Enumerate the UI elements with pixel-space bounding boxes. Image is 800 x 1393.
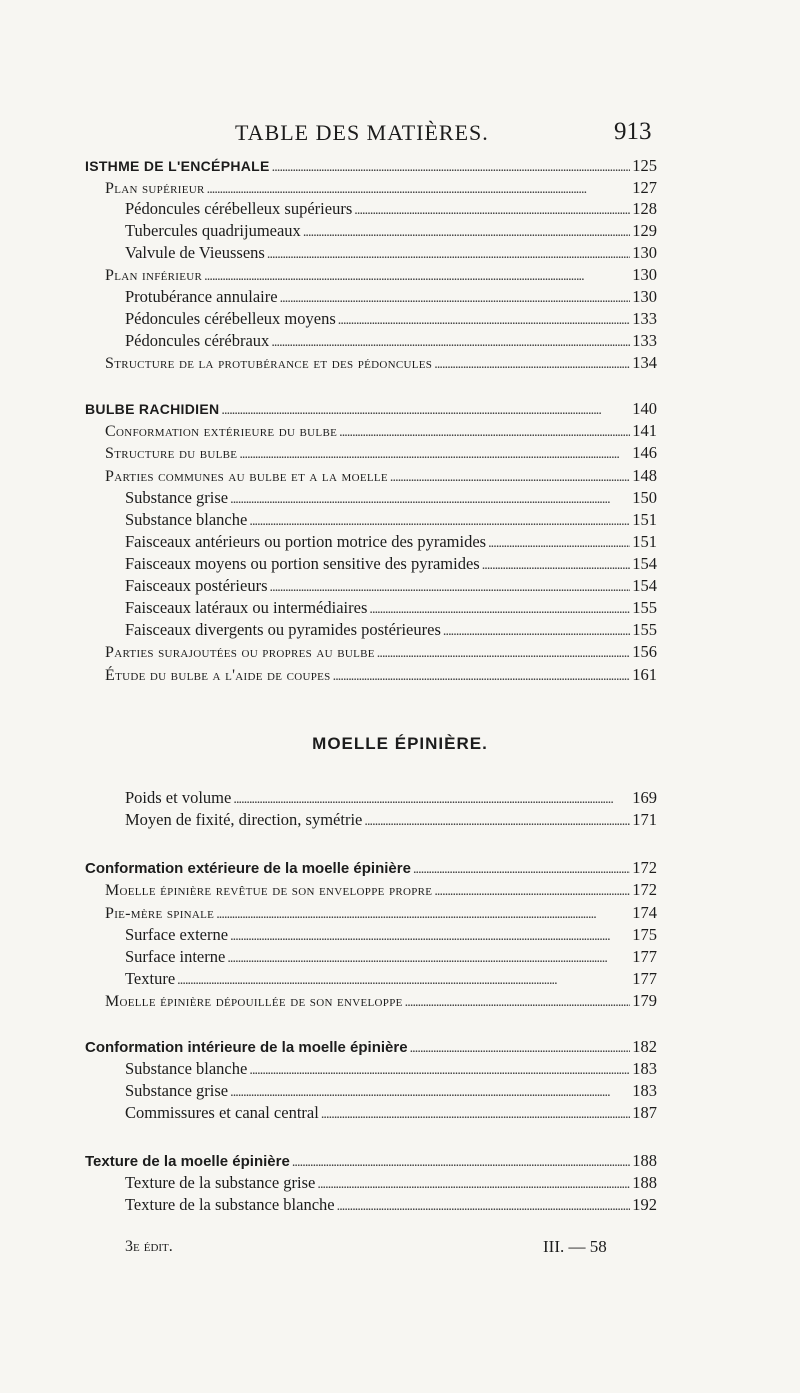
toc-entry[interactable]: Texture . . . 177 <box>125 968 657 990</box>
toc-entry[interactable]: Texture de la substance grise . . . 188 <box>125 1172 657 1194</box>
toc-entry[interactable]: Pie-mère spinale . . . 174 <box>105 902 657 924</box>
toc-entry[interactable]: Surface interne . . . 177 <box>125 946 657 968</box>
toc-entry[interactable]: Pédoncules cérébelleux moyens . . . 133 <box>125 308 657 330</box>
toc-entry[interactable]: Faisceaux moyens ou portion sensitive des pyramides . . . 154 <box>125 553 657 575</box>
toc-entry[interactable]: Pédoncules cérébelleux supérieurs . . . 128 <box>125 198 657 220</box>
toc-entry[interactable]: Valvule de Vieussens . . . 130 <box>125 242 657 264</box>
toc-entry[interactable]: Plan inférieur . . . 130 <box>105 264 657 286</box>
toc-entry[interactable]: Substance grise . . . 183 <box>125 1080 657 1102</box>
toc-entry[interactable]: Substance grise . . . 150 <box>125 487 657 509</box>
toc-entry[interactable]: BULBE RACHIDIEN . . . 140 <box>85 398 657 420</box>
toc-entry[interactable]: Substance blanche . . . 151 <box>125 509 657 531</box>
toc-entry[interactable]: Conformation extérieure du bulbe . . . 141 <box>105 420 657 442</box>
toc-entry[interactable]: Protubérance annulaire . . . 130 <box>125 286 657 308</box>
toc-entry[interactable]: Étude du bulbe a l'aide de coupes . . . 161 <box>105 664 657 686</box>
toc-entry[interactable]: Parties surajoutées ou propres au bulbe . . . 156 <box>105 641 657 663</box>
toc-entry[interactable]: Tubercules quadrijumeaux . . . 129 <box>125 220 657 242</box>
toc-entry[interactable]: Structure de la protubérance et des pédoncules . . . 134 <box>105 352 657 374</box>
toc-entry[interactable]: Faisceaux antérieurs ou portion motrice des pyramides . . . 151 <box>125 531 657 553</box>
signature-mark: III. — 58 <box>543 1237 607 1256</box>
toc-entry[interactable]: ISTHME DE L'ENCÉPHALE . . . 125 <box>85 155 657 177</box>
page-number: 913 <box>614 118 652 145</box>
page-header <box>0 120 800 150</box>
toc-entry[interactable]: Structure du bulbe . . . 146 <box>105 442 657 464</box>
toc-entry[interactable]: Parties communes au bulbe et a la moelle . . . 148 <box>105 465 657 487</box>
toc-entry[interactable]: Faisceaux postérieurs . . . 154 <box>125 575 657 597</box>
toc-entry[interactable]: Conformation extérieure de la moelle épinière . . . 172 <box>85 857 657 879</box>
toc-entry[interactable]: Poids et volume . . . 169 <box>125 787 657 809</box>
toc-entry[interactable]: Conformation intérieure de la moelle épinière . . . 182 <box>85 1036 657 1058</box>
toc-entry[interactable]: Moelle épinière revêtue de son enveloppe propre . . . 172 <box>105 879 657 901</box>
toc-entry[interactable]: Pédoncules cérébraux . . . 133 <box>125 330 657 352</box>
toc-entry[interactable]: Faisceaux latéraux ou intermédiaires . . . 155 <box>125 597 657 619</box>
toc-entry[interactable]: Faisceaux divergents ou pyramides postérieures . . . 155 <box>125 619 657 641</box>
toc-entry[interactable]: Commissures et canal central . . . 187 <box>125 1102 657 1124</box>
toc-entry[interactable]: Moelle épinière dépouillée de son enveloppe . . . 179 <box>105 990 657 1012</box>
toc-entry[interactable]: Texture de la substance blanche . . . 192 <box>125 1194 657 1216</box>
edition-mark: 3e édit. <box>125 1238 173 1255</box>
section-heading: MOELLE ÉPINIÈRE. <box>312 734 488 753</box>
toc-entry[interactable]: Substance blanche . . . 183 <box>125 1058 657 1080</box>
running-title: TABLE DES MATIÈRES. <box>235 120 489 145</box>
toc-entry[interactable]: Moyen de fixité, direction, symétrie . . . 171 <box>125 809 657 831</box>
toc-entry[interactable]: Plan supérieur . . . 127 <box>105 177 657 199</box>
toc-entry[interactable]: Surface externe . . . 175 <box>125 924 657 946</box>
toc-entry[interactable]: Texture de la moelle épinière . . . 188 <box>85 1150 657 1172</box>
